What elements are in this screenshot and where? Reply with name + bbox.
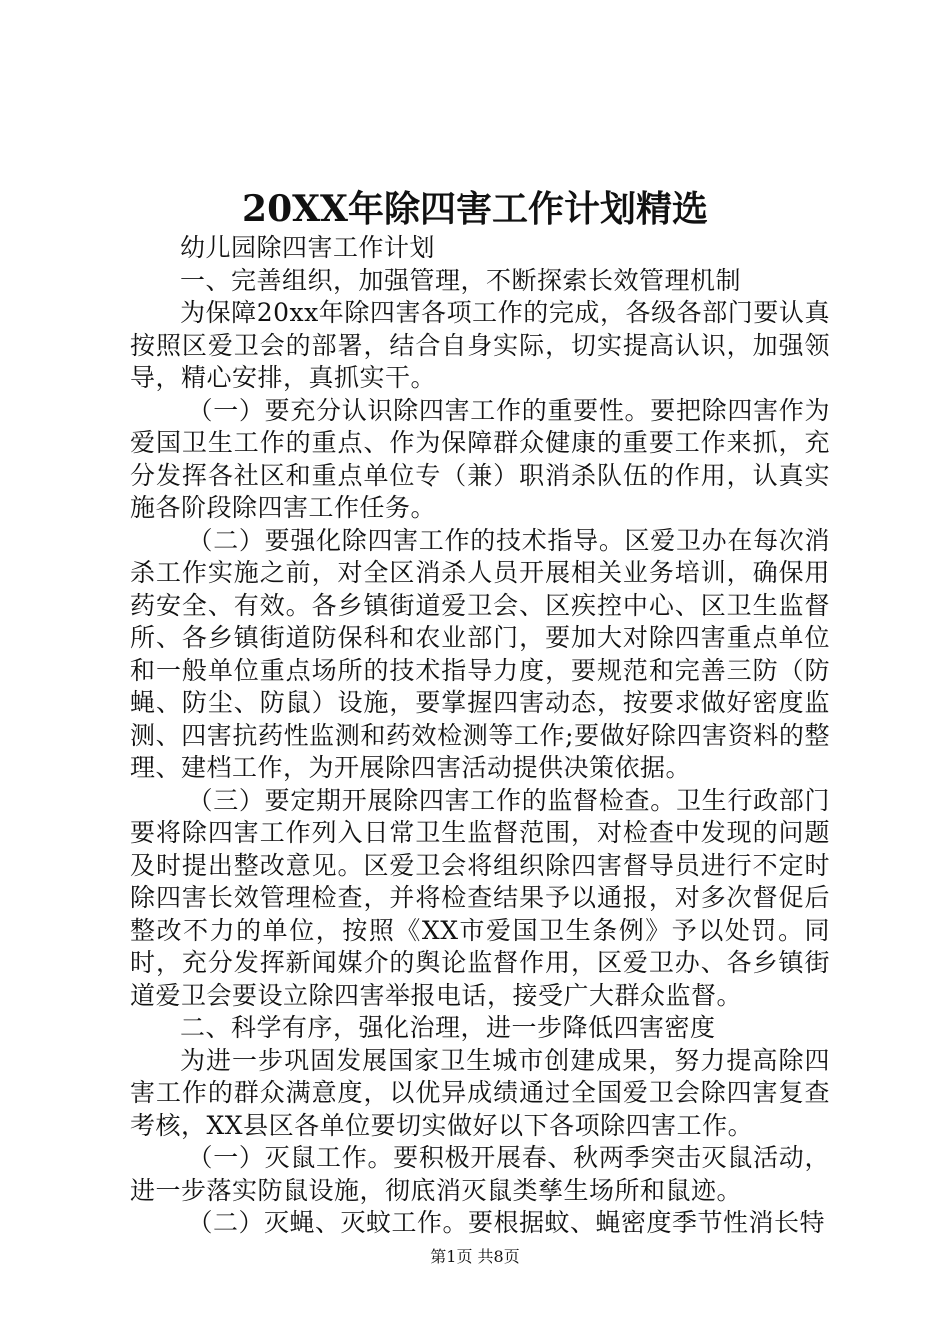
paragraph-section-two-intro: 为进一步巩固发展国家卫生城市创建成果，努力提高除四害工作的群众满意度，以优异成绩通过全国爱卫会除四害复查考核，XX县区各单位要切实做好以下各项除四害工作。 bbox=[130, 1045, 830, 1140]
page-footer: 第1页 共8页 bbox=[430, 1247, 520, 1266]
document-title: 20XX年除四害工作计划精选 bbox=[242, 188, 708, 230]
paragraph-section-two: 二、科学有序，强化治理，进一步降低四害密度 bbox=[180, 1013, 716, 1042]
paragraph-heading-kindergarten: 幼儿园除四害工作计划 bbox=[180, 233, 436, 262]
paragraph-fly-mosquito-control: （二）灭蝇、灭蚊工作。要根据蚊、蝇密度季节性消长特 bbox=[187, 1208, 826, 1237]
paragraph-item-two: （二）要强化除四害工作的技术指导。区爱卫办在每次消杀工作实施之前，对全区消杀人员开展相关业务培训，确保用药安全、有效。各乡镇街道爱卫会、区疾控中心、区卫生监督所、各乡镇街道防保科和农业部门，要加大对除四害重点单位和一般单位重点场所的技术指导力度，要规范和完善三防（防蝇、防尘、防鼠）设施，要掌握四害动态，按要求做好密度监测、四害抗药性监测和药效检测等工作;要做好除四害资料的整理、建档工作，为开展除四害活动提供决策依据。 bbox=[130, 525, 830, 782]
paragraph-section-one: 一、完善组织，加强管理，不断探索长效管理机制 bbox=[180, 265, 742, 295]
paragraph-intro: 为保障20xx年除四害各项工作的完成，各级各部门要认真按照区爱卫会的部署，结合自身实际，切实提高认识，加强领导，精心安排，真抓实干。 bbox=[130, 298, 830, 392]
paragraph-item-one: （一）要充分认识除四害工作的重要性。要把除四害作为爱国卫生工作的重点、作为保障群众健康的重要工作来抓，充分发挥各社区和重点单位专（兼）职消杀队伍的作用，认真实施各阶段除四害工作任务。 bbox=[130, 395, 830, 522]
paragraph-item-three: （三）要定期开展除四害工作的监督检查。卫生行政部门要将除四害工作列入日常卫生监督范围，对检查中发现的问题及时提出整改意见。区爱卫会将组织除四害督导员进行不定时除四害长效管理检查，并将检查结果予以通报，对多次督促后整改不力的单位，按照《XX市爱国卫生条例》予以处罚。同时，充分发挥新闻媒介的舆论监督作用，区爱卫办、各乡镇街道爱卫会要设立除四害举报电话，接受广大群众监督。 bbox=[130, 785, 830, 1010]
document-body bbox=[130, 232, 830, 1240]
paragraph-rodent-control: （一）灭鼠工作。要积极开展春、秋两季突击灭鼠活动，进一步落实防鼠设施，彻底消灭鼠类孳生场所和鼠迹。 bbox=[130, 1143, 830, 1205]
